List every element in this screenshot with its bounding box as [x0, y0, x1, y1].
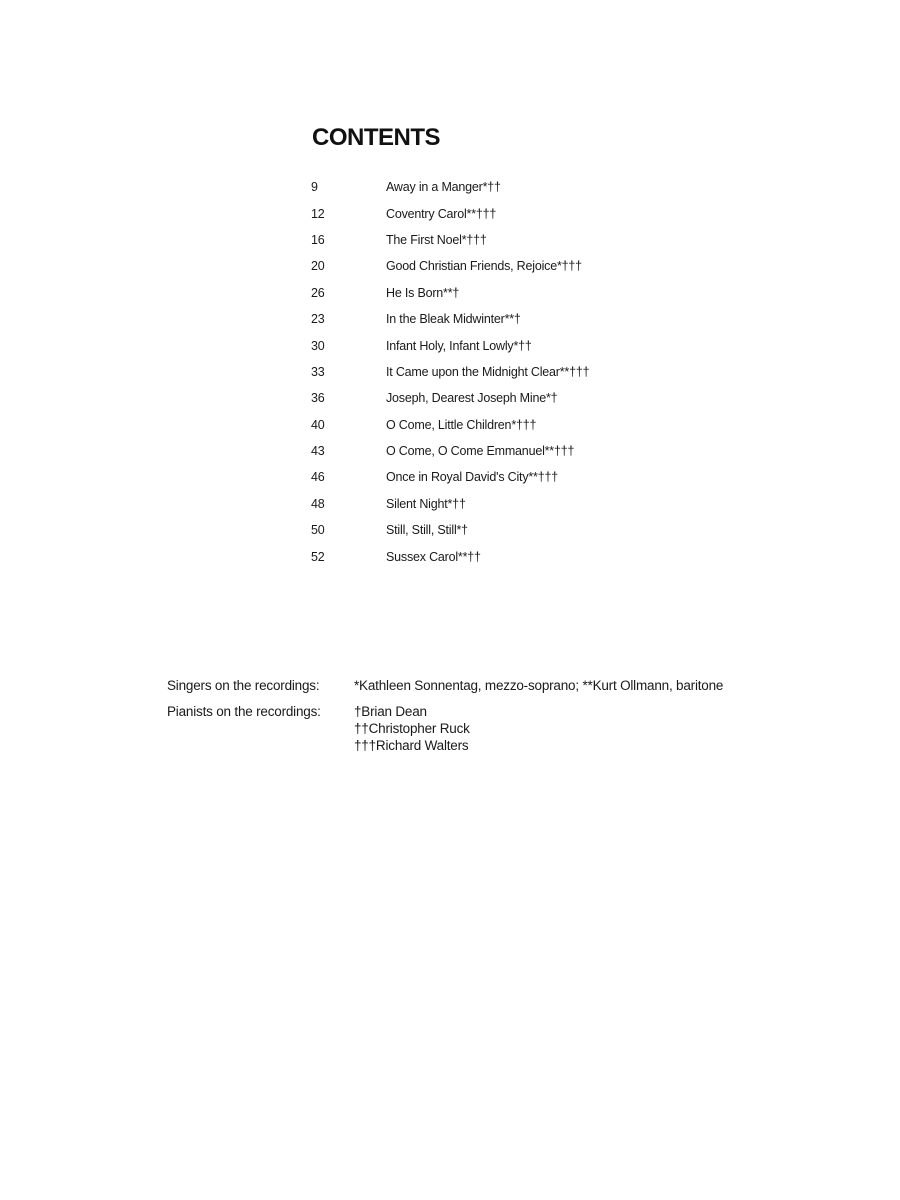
entry-page-number: 50: [311, 523, 325, 538]
pianists-credit: [167, 703, 723, 754]
pianist-name: †††Richard Walters: [354, 738, 469, 753]
entry-page-number: 36: [311, 391, 325, 406]
contents-entry: [311, 491, 671, 517]
singers-label: Singers on the recordings:: [167, 678, 320, 693]
contents-entry: [311, 412, 671, 438]
entry-title: The First Noel*†††: [386, 232, 487, 247]
pianists-label: Pianists on the recordings:: [167, 704, 321, 719]
entry-page-number: 20: [311, 259, 325, 274]
contents-entry: [311, 280, 671, 306]
contents-entry: [311, 385, 671, 411]
contents-entry: [311, 359, 671, 385]
entry-title: In the Bleak Midwinter**†: [386, 312, 521, 327]
contents-entry: [311, 253, 671, 279]
entry-title: Silent Night*††: [386, 496, 466, 511]
entry-title: Still, Still, Still*†: [386, 523, 468, 538]
entry-page-number: 46: [311, 470, 325, 485]
contents-entry: [311, 227, 671, 253]
pianists-list: [354, 703, 470, 754]
contents-entry: [311, 174, 671, 200]
contents-entry: [311, 517, 671, 543]
contents-entry: [311, 200, 671, 226]
contents-entry: [311, 306, 671, 332]
entry-title: O Come, Little Children*†††: [386, 417, 537, 432]
singers-credit: [167, 677, 723, 694]
entry-page-number: 43: [311, 444, 325, 459]
entry-page-number: 12: [311, 206, 325, 221]
entry-title: He Is Born**†: [386, 285, 460, 300]
entry-page-number: 26: [311, 285, 325, 300]
entry-page-number: 52: [311, 549, 325, 564]
entry-page-number: 33: [311, 364, 325, 379]
entry-page-number: 48: [311, 496, 325, 511]
page-title: CONTENTS: [312, 124, 440, 151]
entry-page-number: 16: [311, 232, 325, 247]
contents-list: [311, 174, 671, 570]
entry-title: Joseph, Dearest Joseph Mine*†: [386, 391, 558, 406]
contents-entry: [311, 332, 671, 358]
pianist-name: ††Christopher Ruck: [354, 721, 470, 736]
entry-page-number: 9: [311, 180, 318, 195]
entry-page-number: 30: [311, 338, 325, 353]
singers-text: *Kathleen Sonnentag, mezzo-soprano; **Kurt Ollmann, baritone: [354, 678, 724, 693]
entry-title: It Came upon the Midnight Clear**†††: [386, 364, 590, 379]
entry-page-number: 23: [311, 312, 325, 327]
contents-entry: [311, 464, 671, 490]
entry-title: Once in Royal David's City**†††: [386, 470, 558, 485]
entry-title: Coventry Carol**†††: [386, 206, 497, 221]
recording-credits: [167, 677, 723, 763]
entry-page-number: 40: [311, 417, 325, 432]
contents-entry: [311, 543, 671, 569]
contents-entry: [311, 438, 671, 464]
pianist-name: †Brian Dean: [354, 704, 427, 719]
entry-title: Infant Holy, Infant Lowly*††: [386, 338, 532, 353]
entry-title: Good Christian Friends, Rejoice*†††: [386, 259, 582, 274]
entry-title: O Come, O Come Emmanuel**†††: [386, 444, 575, 459]
entry-title: Away in a Manger*††: [386, 180, 501, 195]
entry-title: Sussex Carol**††: [386, 549, 481, 564]
